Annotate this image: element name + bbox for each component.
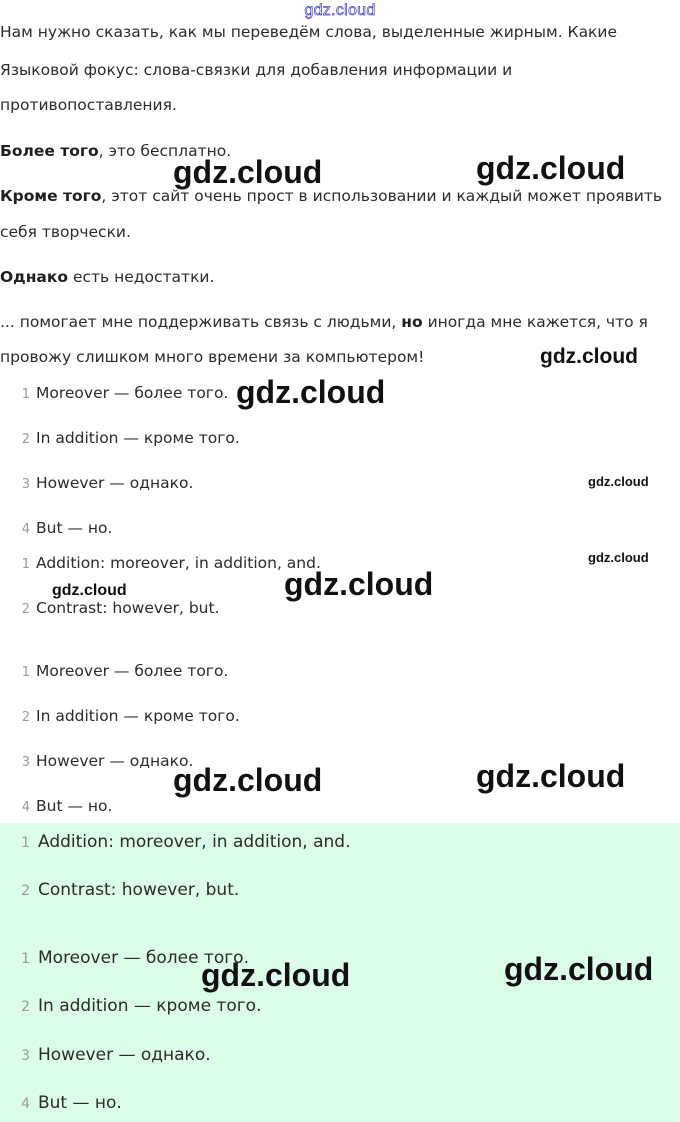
list-item (0, 1043, 211, 1067)
list-text: But — но. (36, 797, 113, 815)
watermark: gdz.cloud (476, 758, 626, 794)
list-number: 2 (21, 999, 30, 1015)
list-number: 1 (21, 557, 30, 572)
list-text: Addition: moreover, in addition, and. (38, 832, 351, 852)
list-item (0, 830, 350, 854)
list-number: 1 (21, 665, 30, 680)
sentence-1 (0, 133, 231, 169)
bold-phrase: но (401, 313, 423, 331)
watermark: gdz.cloud (284, 566, 434, 602)
list-item (0, 1091, 122, 1115)
list-number: 2 (21, 710, 30, 725)
list-item (0, 381, 228, 405)
list-number: 3 (21, 477, 30, 492)
list-item (0, 794, 112, 818)
list-number: 4 (21, 1096, 30, 1112)
list-text: In addition — кроме того. (38, 996, 262, 1016)
watermark: gdz.cloud (236, 374, 386, 410)
list-item (0, 471, 193, 495)
list-number: 3 (21, 755, 30, 770)
list-item (0, 704, 240, 728)
list-number: 2 (21, 602, 30, 617)
list-item (0, 516, 112, 540)
list-text: However — однако. (36, 752, 194, 770)
list-number: 4 (21, 522, 30, 537)
list-text: Moreover — более того. (38, 948, 249, 968)
watermark: gdz.cloud (588, 474, 649, 489)
top-watermark: gdz.cloud (304, 2, 376, 19)
list-text: In addition — кроме того. (36, 707, 240, 725)
bold-phrase: Более того (0, 142, 99, 160)
list-text: But — но. (38, 1093, 122, 1113)
sentence-text: ... помогает мне поддерживать связь с людьми, (0, 313, 402, 331)
list-item (0, 659, 228, 683)
answer-highlight-box (0, 823, 680, 1122)
list-text: But — но. (36, 519, 113, 537)
sentence-2 (0, 178, 662, 214)
list-text: Addition: moreover, in addition, and. (36, 554, 321, 572)
sentence-text: есть недостатки. (68, 268, 215, 286)
intro-line-1: Нам нужно сказать, как мы переведём слова, выделенные жирным. Какие (0, 23, 618, 41)
intro-line-3: противопоставления. (0, 96, 177, 114)
list-text: In addition — кроме того. (36, 429, 240, 447)
list-item (0, 551, 321, 575)
sentence-4 (0, 304, 648, 340)
list-item (0, 878, 239, 902)
watermark: gdz.cloud (173, 762, 323, 798)
list-text: However — однако. (38, 1045, 211, 1065)
watermark: gdz.cloud (52, 582, 127, 599)
watermark: gdz.cloud (201, 957, 351, 993)
sentence-text: , этот сайт очень прост в использовании и каждый может проявить (101, 187, 663, 205)
list-number: 1 (21, 387, 30, 402)
list-number: 4 (21, 800, 30, 815)
list-item (0, 994, 261, 1018)
watermark: gdz.cloud (588, 550, 649, 565)
watermark: gdz.cloud (540, 345, 638, 368)
list-text: However — однако. (36, 474, 194, 492)
sentence-3 (0, 259, 214, 295)
watermark: gdz.cloud (476, 150, 626, 186)
list-text: Moreover — более того. (36, 384, 229, 402)
list-text: Contrast: however, but. (36, 599, 220, 617)
list-number: 3 (21, 1048, 30, 1064)
watermark: gdz.cloud (173, 154, 323, 190)
intro-line-2: Языковой фокус: слова-связки для добавления информации и (0, 61, 513, 79)
list-item (0, 596, 220, 620)
bold-phrase: Однако (0, 268, 69, 286)
sentence-text: , это бесплатно. (98, 142, 232, 160)
watermark: gdz.cloud (504, 951, 654, 987)
sentence-text: иногда мне кажется, что я (422, 313, 648, 331)
list-number: 1 (21, 951, 30, 967)
list-text: Moreover — более того. (36, 662, 229, 680)
list-text: Contrast: however, but. (38, 880, 240, 900)
sentence-4-line-2: провожу слишком много времени за компьютером! (0, 348, 425, 366)
list-number: 1 (21, 835, 30, 851)
list-number: 2 (21, 883, 30, 899)
list-item (0, 749, 193, 773)
sentence-2-line-2: себя творчески. (0, 223, 131, 241)
bold-phrase: Кроме того (0, 187, 102, 205)
list-number: 2 (21, 432, 30, 447)
list-item (0, 946, 249, 970)
list-item (0, 426, 240, 450)
